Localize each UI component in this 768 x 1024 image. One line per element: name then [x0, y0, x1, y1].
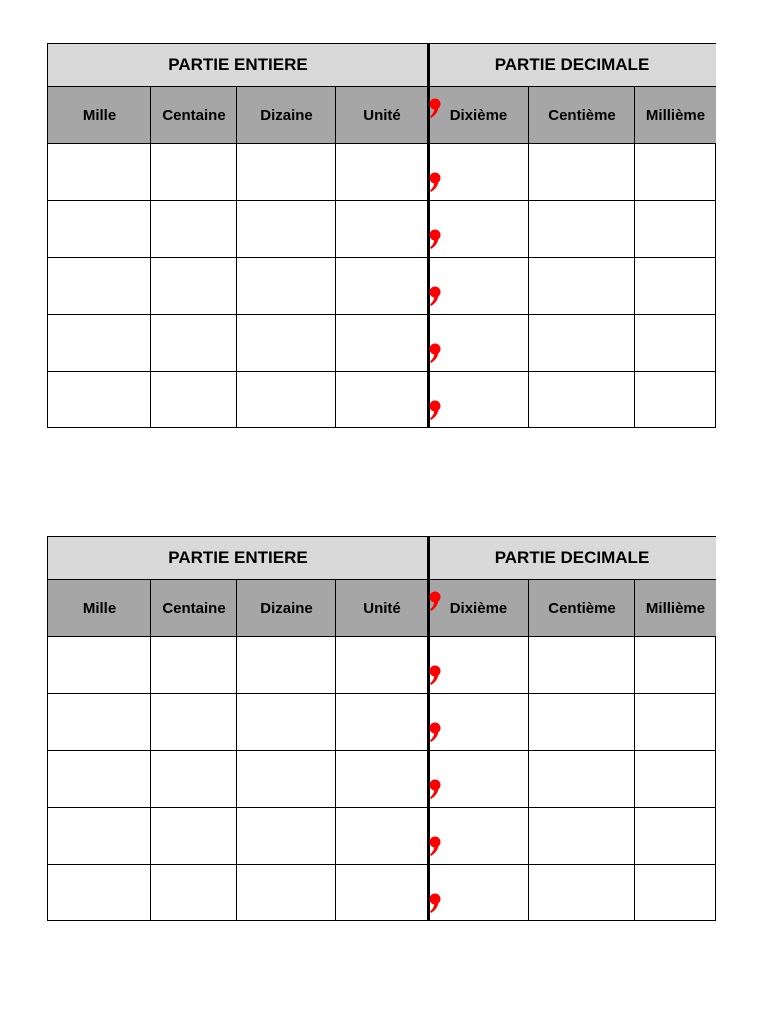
table-cell[interactable] — [48, 637, 151, 694]
table-cell[interactable] — [336, 694, 428, 751]
decimal-comma-icon — [428, 96, 444, 120]
column-divider — [634, 87, 635, 427]
decimal-comma-icon — [428, 341, 444, 365]
table-cell[interactable] — [529, 865, 635, 922]
table-cell[interactable] — [635, 315, 716, 372]
table-cell[interactable] — [151, 808, 237, 865]
table-cell[interactable] — [336, 372, 428, 429]
table-cell[interactable] — [48, 865, 151, 922]
decimal-comma-icon — [428, 891, 444, 915]
table-cell[interactable] — [151, 865, 237, 922]
table-cell[interactable] — [237, 372, 336, 429]
table-cell[interactable] — [336, 637, 428, 694]
table-cell[interactable] — [237, 808, 336, 865]
column-divider — [528, 87, 529, 427]
decimal-comma-icon — [428, 720, 444, 744]
table-cell[interactable] — [237, 694, 336, 751]
column-header-centaine: Centaine — [151, 87, 237, 144]
header-partie-entiere: PARTIE ENTIERE — [48, 44, 428, 87]
table-cell[interactable] — [635, 144, 716, 201]
table-cell[interactable] — [237, 751, 336, 808]
place-value-table-2 — [47, 536, 716, 921]
column-divider — [528, 580, 529, 920]
table-cell[interactable] — [151, 372, 237, 429]
header-partie-decimale: PARTIE DECIMALE — [428, 44, 716, 87]
table-cell[interactable] — [529, 372, 635, 429]
table-cell[interactable] — [635, 865, 716, 922]
table-cell[interactable] — [635, 637, 716, 694]
table-cell[interactable] — [48, 372, 151, 429]
table-cell[interactable] — [48, 258, 151, 315]
decimal-comma-icon — [428, 834, 444, 858]
table-cell[interactable] — [151, 637, 237, 694]
column-header-centieme: Centième — [529, 580, 635, 637]
table-cell[interactable] — [237, 315, 336, 372]
table-cell[interactable] — [529, 694, 635, 751]
column-header-dixieme: Dixième — [428, 87, 529, 144]
table-cell[interactable] — [529, 751, 635, 808]
column-header-dixieme: Dixième — [428, 580, 529, 637]
table-cell[interactable] — [529, 315, 635, 372]
column-header-mille: Mille — [48, 580, 151, 637]
table-cell[interactable] — [151, 144, 237, 201]
table-cell[interactable] — [635, 751, 716, 808]
column-header-centieme: Centième — [529, 87, 635, 144]
column-divider — [150, 580, 151, 920]
table-cell[interactable] — [635, 808, 716, 865]
decimal-comma-icon — [428, 227, 444, 251]
table-cell[interactable] — [237, 865, 336, 922]
table-cell[interactable] — [151, 751, 237, 808]
table-cell[interactable] — [336, 808, 428, 865]
table-cell[interactable] — [48, 144, 151, 201]
table-cell[interactable] — [151, 258, 237, 315]
column-header-millieme: Millième — [635, 580, 716, 637]
header-partie-entiere: PARTIE ENTIERE — [48, 537, 428, 580]
column-header-dizaine: Dizaine — [237, 580, 336, 637]
decimal-comma-icon — [428, 663, 444, 687]
column-divider — [335, 580, 336, 920]
table-cell[interactable] — [151, 694, 237, 751]
column-header-centaine: Centaine — [151, 580, 237, 637]
table-cell[interactable] — [529, 144, 635, 201]
decimal-comma-icon — [428, 284, 444, 308]
table-cell[interactable] — [336, 258, 428, 315]
decimal-comma-icon — [428, 398, 444, 422]
table-cell[interactable] — [336, 751, 428, 808]
table-cell[interactable] — [635, 258, 716, 315]
place-value-table-1 — [47, 43, 716, 428]
table-cell[interactable] — [529, 637, 635, 694]
table-cell[interactable] — [336, 865, 428, 922]
table-cell[interactable] — [336, 201, 428, 258]
column-divider — [236, 87, 237, 427]
table-cell[interactable] — [237, 201, 336, 258]
table-cell[interactable] — [336, 144, 428, 201]
header-partie-decimale: PARTIE DECIMALE — [428, 537, 716, 580]
column-divider — [335, 87, 336, 427]
decimal-comma-icon — [428, 777, 444, 801]
column-divider — [236, 580, 237, 920]
table-cell[interactable] — [336, 315, 428, 372]
table-cell[interactable] — [48, 751, 151, 808]
table-cell[interactable] — [48, 201, 151, 258]
column-header-unite: Unité — [336, 87, 428, 144]
table-cell[interactable] — [151, 201, 237, 258]
table-cell[interactable] — [48, 808, 151, 865]
decimal-comma-icon — [428, 170, 444, 194]
column-header-dizaine: Dizaine — [237, 87, 336, 144]
table-cell[interactable] — [635, 694, 716, 751]
table-cell[interactable] — [151, 315, 237, 372]
column-header-millieme: Millième — [635, 87, 716, 144]
column-divider — [150, 87, 151, 427]
table-cell[interactable] — [635, 201, 716, 258]
table-cell[interactable] — [237, 144, 336, 201]
table-cell[interactable] — [48, 315, 151, 372]
table-cell[interactable] — [237, 258, 336, 315]
table-cell[interactable] — [529, 808, 635, 865]
table-cell[interactable] — [529, 258, 635, 315]
column-header-unite: Unité — [336, 580, 428, 637]
column-header-mille: Mille — [48, 87, 151, 144]
decimal-comma-icon — [428, 589, 444, 613]
table-cell[interactable] — [48, 694, 151, 751]
table-cell[interactable] — [237, 637, 336, 694]
table-cell[interactable] — [635, 372, 716, 429]
table-cell[interactable] — [529, 201, 635, 258]
column-divider — [634, 580, 635, 920]
